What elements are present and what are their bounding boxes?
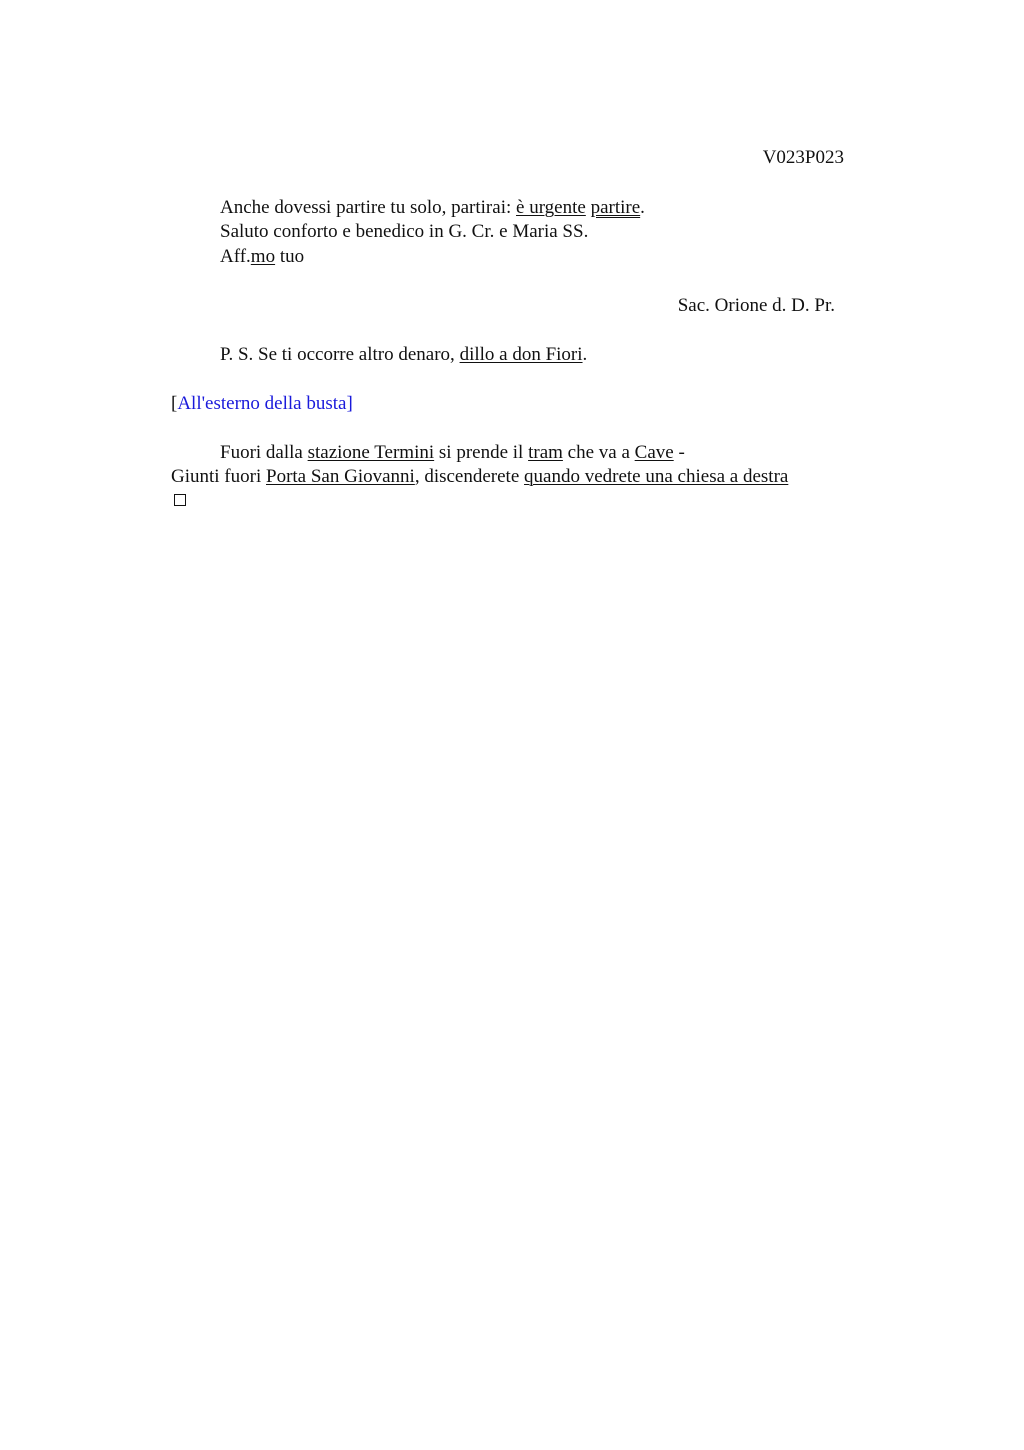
- underlined-partire: partire: [590, 197, 641, 218]
- postscript-end: .: [582, 344, 588, 365]
- envelope-line-2: [171, 465, 788, 489]
- envelope-heading: [171, 392, 353, 416]
- letter-line-1-end: .: [640, 197, 645, 218]
- env1-t3: che va a: [562, 442, 635, 463]
- env1-stazione-termini: stazione Termini: [307, 442, 435, 463]
- env1-tram: tram: [528, 442, 563, 463]
- envelope-open-bracket: [: [171, 393, 178, 414]
- postscript: [220, 343, 587, 367]
- letter-closing: [220, 245, 304, 269]
- postscript-text: P. S. Se ti occorre altro denaro,: [220, 344, 460, 365]
- env2-t1: Giunti fuori: [171, 466, 266, 487]
- underlined-e-urgente: è urgente: [516, 197, 586, 218]
- square-box-icon: [174, 494, 186, 506]
- env1-t2: si prende il: [434, 442, 529, 463]
- letter-line-1: [220, 196, 645, 220]
- env2-porta-san-giovanni: Porta San Giovanni: [266, 466, 415, 487]
- envelope-label: All'esterno della busta: [177, 393, 347, 414]
- env1-t1: Fuori dalla: [220, 442, 308, 463]
- closing-prefix: Aff.: [220, 246, 251, 267]
- env1-t4: -: [673, 442, 685, 463]
- page-code: V023P023: [762, 147, 844, 168]
- postscript-underlined: dillo a don Fiori: [459, 344, 583, 365]
- env1-cave: Cave: [634, 442, 674, 463]
- letter-line-1-text: Anche dovessi partire tu solo, partirai:: [220, 197, 517, 218]
- env2-t2: , discenderete: [414, 466, 525, 487]
- envelope-line-1: [220, 441, 685, 465]
- closing-suffix: tuo: [275, 246, 305, 267]
- signature: Sac. Orione d. D. Pr.: [677, 295, 835, 316]
- letter-line-2: Saluto conforto e benedico in G. Cr. e Maria SS.: [220, 221, 589, 242]
- envelope-close-bracket: ]: [346, 393, 353, 414]
- closing-superscript: mo: [250, 246, 276, 267]
- env2-chiesa-a-destra: quando vedrete una chiesa a destra: [524, 466, 789, 487]
